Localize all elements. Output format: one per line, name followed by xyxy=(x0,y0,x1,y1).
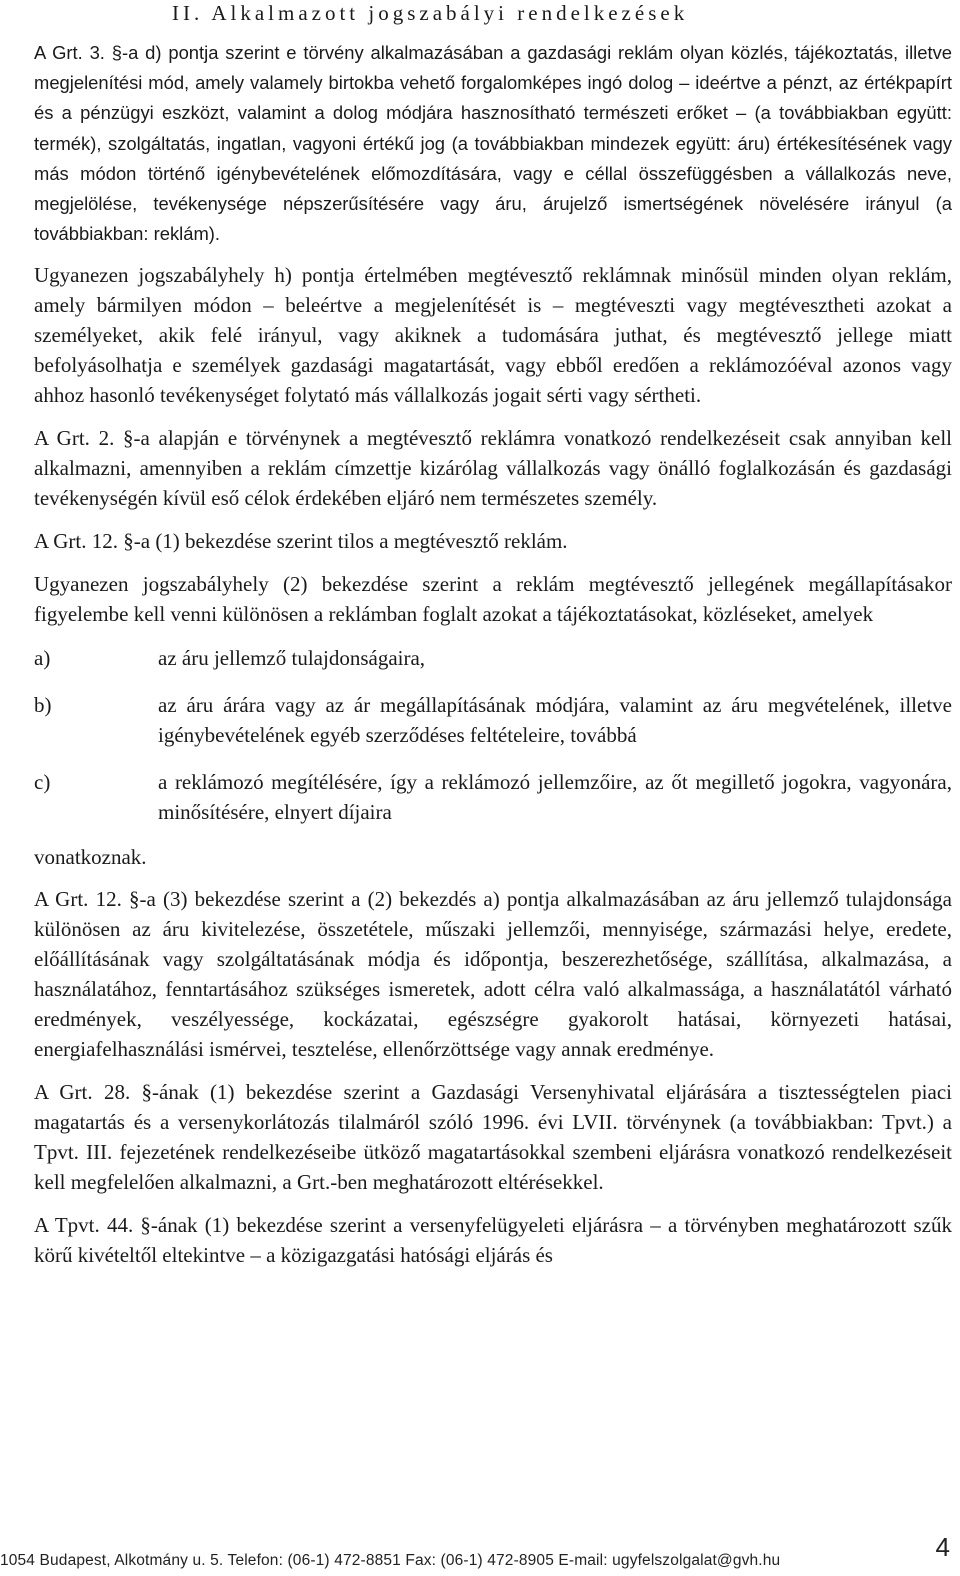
list-item-label: b) xyxy=(34,693,52,718)
document-body xyxy=(34,38,952,1283)
paragraph-tpvt-44: A Tpvt. 44. §-ának (1) bekezdése szerint a versenyfelügyeleti eljárásra – a törvényben meghatározott szűk körű kivételtől eltekintve – a közigazgatási hatósági eljárás és xyxy=(34,1213,952,1268)
section-heading: II. Alkalmazott jogszabályi rendelkezések xyxy=(172,1,689,25)
list-item-label: a) xyxy=(34,646,51,671)
paragraph-misleading-ad-definition: Ugyanezen jogszabályhely h) pontja értelmében megtévesztő reklámnak minősül minden olyan reklám, amely bármilyen módon – beleértve a megjelenítését is – megtéveszti vagy megtévesztheti azokat a személyeket, akik felé irányul, vagy akiknek a tudomására juthat, és megtévesztő jellege miatt befolyásolhatja e személyek gazdasági magatartását, vagy ebből eredően a reklámozóéval azonos vagy ahhoz hasonló tevékenységet folytató más vállalkozás jogait sérti vagy sértheti. xyxy=(34,263,952,408)
list-item-label: c) xyxy=(34,770,51,795)
paragraph-grt-12-2: Ugyanezen jogszabályhely (2) bekezdése szerint a reklám megtévesztő jellegének megállapításakor figyelembe kell venni különösen a reklámban foglalt azokat a tájékoztatásokat, közléseket, amelyek xyxy=(34,572,952,627)
paragraph-grt-28: A Grt. 28. §-ának (1) bekezdése szerint a Gazdasági Versenyhivatal eljárására a tisztességtelen piaci magatartás és a versenykorlátozás tilalmáról szóló 1996. évi LVII. törvénynek (a továbbiakban: Tpvt.) a Tpvt. III. fejezetének rendelkezéseibe ütköző magatartásokkal szembeni eljárásra vonatkozó rendelkezéseit kell megfelelően alkalmazni, a Grt.-ben meghatározott eltérésekkel. xyxy=(34,1080,952,1195)
list-tail: vonatkoznak. xyxy=(34,845,147,870)
paragraph-grt-12-1: A Grt. 12. §-a (1) bekezdése szerint tilos a megtévesztő reklám. xyxy=(34,529,568,554)
list-item xyxy=(34,767,952,827)
page-number: 4 xyxy=(935,1532,950,1562)
list-item-text: az áru árára vagy az ár megállapításának módjára, valamint az áru megvételének, illetve igénybevételének egyéb szerződéses feltételeire, továbbá xyxy=(158,693,952,748)
paragraph-grt-2: A Grt. 2. §-a alapján e törvénynek a megtévesztő reklámra vonatkozó rendelkezéseit csak annyiban kell alkalmazni, amennyiben a reklám címzettje kizárólag vállalkozás vagy önálló foglalkozásán és gazdasági tevékenységén kívül eső célok érdekében eljáró nem természetes személy. xyxy=(34,426,952,511)
list-item-text: az áru jellemző tulajdonságaira, xyxy=(158,646,426,671)
list-item-text: a reklámozó megítélésére, így a reklámozó jellemzőire, az őt megillető jogokra, vagyonára, minősítésére, elnyert díjaira xyxy=(158,770,952,825)
paragraph-grt-3-d: A Grt. 3. §-a d) pontja szerint e törvény alkalmazásában a gazdasági reklám olyan közlés, tájékoztatás, illetve megjelenítési mód, amely valamely birtokba vehető forgalomképes ingó dolog – ideértve a pénzt, az értékpapírt és a pénzügyi eszközt, valamint a dolog módjára hasznosítható természeti erőket – (a továbbiakban együtt: termék), szolgáltatás, ingatlan, vagyoni értékű jog (a továbbiakban mindezek együtt: áru) értékesítésének vagy más módon történő igénybevételének előmozdítására, vagy e céllal összefüggésben a vállalkozás neve, megjelölése, tevékenysége népszerűsítésére vagy áru, árujelző ismertségének növelésére irányul (a továbbiakban: reklám). xyxy=(34,42,952,245)
paragraph-grt-12-3: A Grt. 12. §-a (3) bekezdése szerint a (2) bekezdés a) pontja alkalmazásában az áru jellemző tulajdonsága különösen az áru kivitelezése, összetétele, műszaki jellemzői, mennyisége, származási helye, eredete, előállításának vagy szolgáltatásának módja és időpontja, beszerezhetősége, szállítása, alkalmazása, a használatához, fenntartásához szükséges ismeretek, adott célra való alkalmassága, a használatától várható eredmények, veszélyessége, kockázatai, egészségre gyakorolt hatásai, környezeti hatásai, energiafelhasználási ismérvei, tesztelése, ellenőrzöttsége vagy annak eredménye. xyxy=(34,887,952,1062)
criteria-list xyxy=(34,643,952,827)
list-item xyxy=(34,690,952,750)
page-footer xyxy=(0,1532,960,1576)
list-item xyxy=(34,643,952,673)
footer-contact-info: 1054 Budapest, Alkotmány u. 5. Telefon: (06-1) 472-8851 Fax: (06-1) 472-8905 E-mail: ugyfelszolgalat@gvh.hu xyxy=(0,1552,781,1569)
